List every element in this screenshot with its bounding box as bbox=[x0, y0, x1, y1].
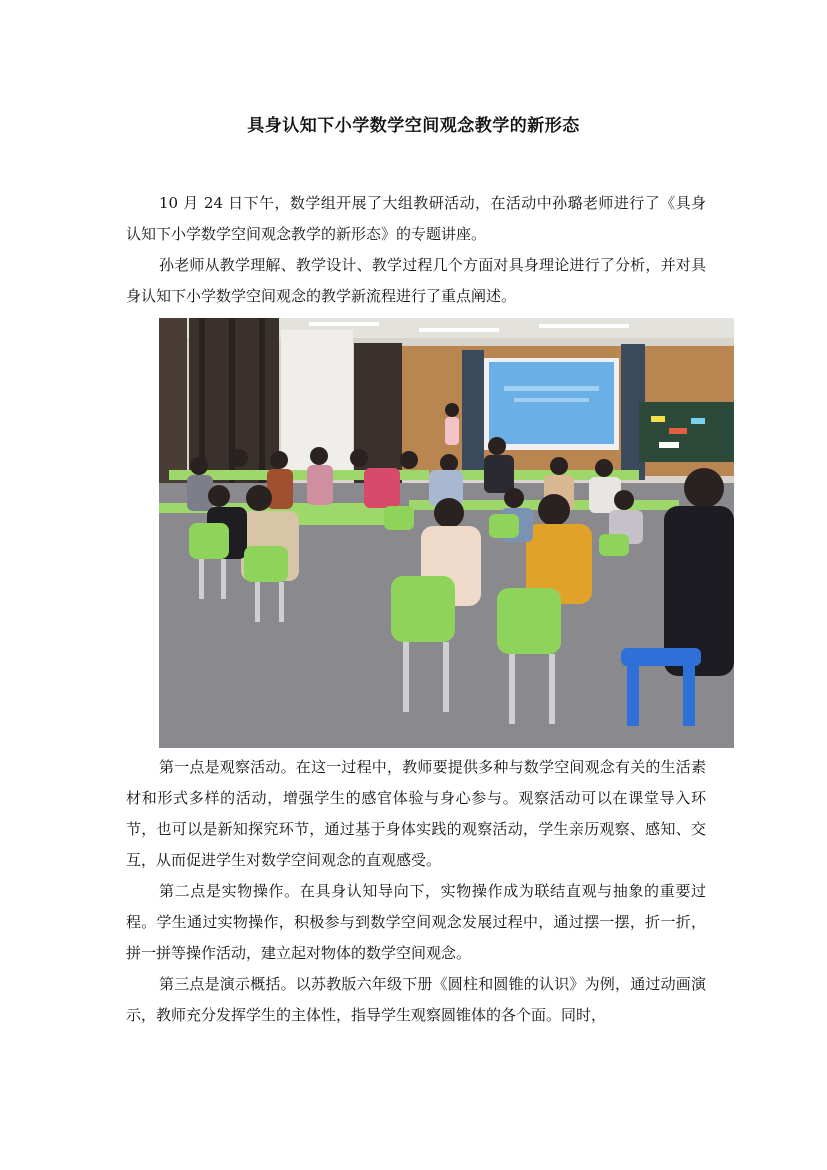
paragraph-intro: 10 月 24 日下午，数学组开展了大组教研活动，在活动中孙璐老师进行了《具身认知下小学数学空间观念教学的新形态》的专题讲座。 bbox=[126, 194, 706, 243]
paragraph-observation: 第一点是观察活动。在这一过程中，教师要提供多种与数学空间观念有关的生活素材和形式多样的活动，增强学生的感官体验与身心参与。观察活动可以在课堂导入环节，也可以是新知探究环节，通过基于身体实践的观察活动，学生亲历观察、感知、交互，从而促进学生对数学空间观念的直观感受。 bbox=[126, 758, 706, 869]
projector-screen bbox=[489, 362, 614, 444]
paragraph-operation: 第二点是实物操作。在具身认知导向下，实物操作成为联结直观与抽象的重要过程。学生通过实物操作，积极参与到数学空间观念发展过程中，通过摆一摆，折一折，拼一拼等操作活动，建立起对物体的数学空间观念。 bbox=[126, 882, 706, 962]
blue-stool bbox=[621, 648, 701, 666]
paragraph-demonstration: 第三点是演示概括。以苏教版六年级下册《圆柱和圆锥的认识》为例，通过动画演示，教师充分发挥学生的主体性，指导学生观察圆锥体的各个面。同时， bbox=[126, 975, 706, 1024]
teacher-figure bbox=[445, 417, 459, 445]
paragraph-overview: 孙老师从教学理解、教学设计、教学过程几个方面对具身理论进行了分析，并对具身认知下小学数学空间观念的教学新流程进行了重点阐述。 bbox=[126, 256, 706, 305]
classroom-photo bbox=[159, 318, 734, 748]
document-title: 具身认知下小学数学空间观念教学的新形态 bbox=[247, 116, 580, 136]
